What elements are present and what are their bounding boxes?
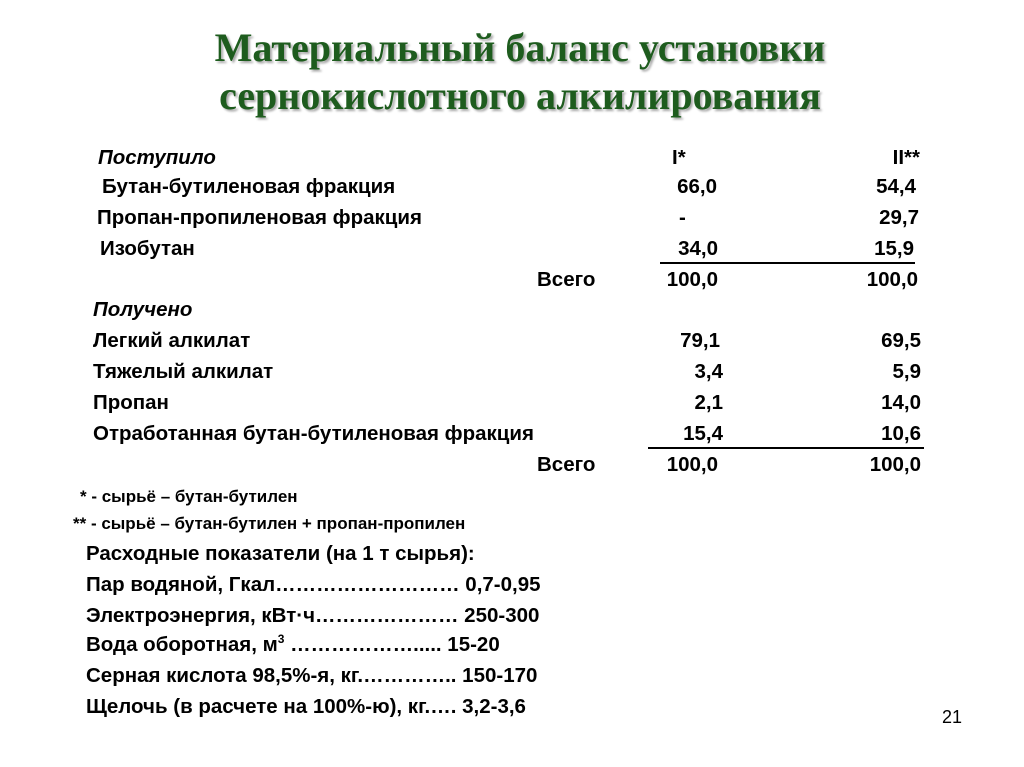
output-row-v1: 15,4	[683, 422, 723, 445]
output-total-v1: 100,0	[666, 453, 718, 476]
consumption-item-text: Вода оборотная, м	[86, 633, 278, 656]
consumption-item	[86, 632, 500, 658]
output-row-label: Отработанная бутан-бутиленовая фракция	[93, 422, 534, 445]
output-row-v1: 3,4	[694, 360, 723, 383]
input-row-v2: 15,9	[874, 237, 914, 260]
output-row-label: Тяжелый алкилат	[93, 360, 274, 383]
input-row-v2: 54,4	[876, 175, 916, 198]
input-heading: Поступило	[98, 146, 216, 169]
output-total-rule	[648, 447, 924, 449]
output-row-v2: 10,6	[881, 422, 921, 445]
input-row-v1: 66,0	[677, 175, 717, 198]
input-row-v1: 34,0	[678, 237, 718, 260]
consumption-item: Пар водяной, Гкал……………………… 0,7-0,95	[86, 573, 541, 596]
consumption-item-text: ………………..... 15-20	[284, 633, 500, 656]
output-row-label: Легкий алкилат	[93, 329, 251, 352]
consumption-item: Щелочь (в расчете на 100%-ю), кг.…. 3,2-3,6	[86, 695, 526, 718]
input-row-label: Пропан-пропиленовая фракция	[97, 206, 422, 229]
footnote: ** - сырьё – бутан-бутилен + пропан-пропилен	[73, 514, 466, 533]
output-total-label: Всего	[537, 453, 596, 476]
output-total-v2: 100,0	[869, 453, 921, 476]
input-total-v2: 100,0	[866, 268, 918, 291]
consumption-item: Электроэнергия, кВт·ч………………… 250-300	[86, 604, 540, 627]
consumption-item-superscript: 3	[277, 632, 285, 647]
input-total-v1: 100,0	[666, 268, 718, 291]
output-heading: Получено	[93, 298, 193, 321]
col2-header: II**	[892, 146, 920, 169]
slide-title	[0, 24, 1024, 120]
output-row-label: Пропан	[93, 391, 169, 414]
output-row-v2: 69,5	[881, 329, 921, 352]
output-row-v2: 14,0	[881, 391, 921, 414]
output-row-v2: 5,9	[892, 360, 921, 383]
consumption-item: Серная кислота 98,5%-я, кг.………….. 150-170	[86, 664, 538, 687]
input-row-v1: -	[679, 206, 686, 229]
slide-title-line-1: Материальный баланс установки	[214, 25, 826, 70]
consumption-heading: Расходные показатели (на 1 т сырья):	[86, 542, 475, 565]
input-row-label: Бутан-бутиленовая фракция	[102, 175, 396, 198]
output-row-v1: 79,1	[680, 329, 720, 352]
output-row-v1: 2,1	[694, 391, 723, 414]
col1-header: I*	[672, 146, 686, 169]
input-row-label: Изобутан	[100, 237, 195, 260]
page-number: 21	[941, 707, 962, 727]
slide-title-line-2: сернокислотного алкилирования	[219, 73, 821, 118]
input-total-rule	[660, 262, 915, 264]
input-total-label: Всего	[537, 268, 596, 291]
footnote: * - сырьё – бутан-бутилен	[80, 487, 298, 506]
input-row-v2: 29,7	[879, 206, 919, 229]
